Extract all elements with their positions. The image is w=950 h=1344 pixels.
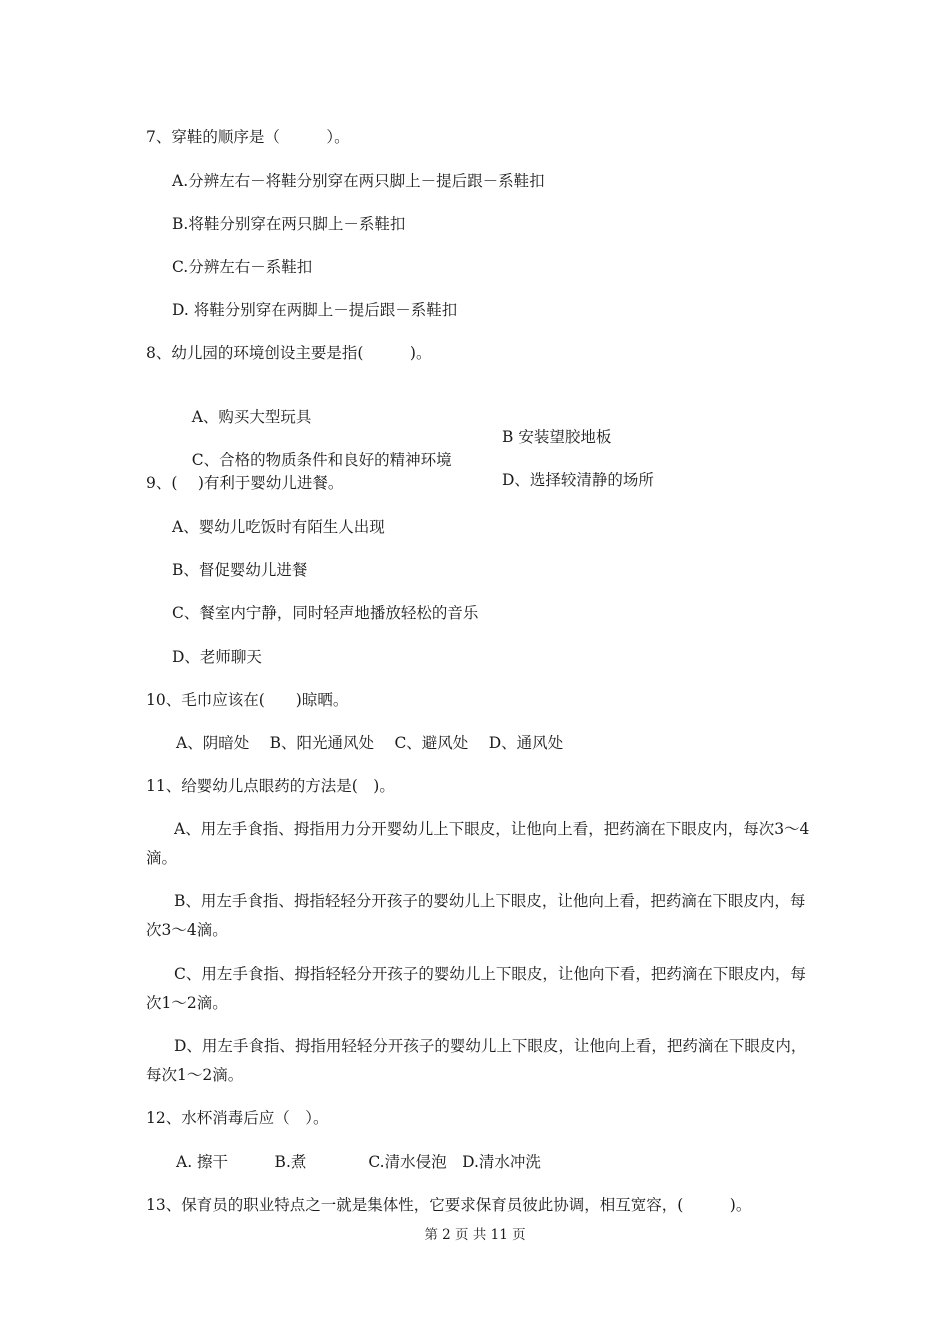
question-11-option-b-text: B、用左手食指、拇指轻轻分开孩子的婴幼儿上下眼皮，让他向上看，把药滴在下眼皮内，每次3～4滴。	[146, 892, 806, 939]
page-number-footer: 第 2 页 共 11 页	[424, 1227, 526, 1243]
question-9-option-b: B、督促婴幼儿进餐	[172, 561, 308, 579]
question-13-stem: 13、保育员的职业特点之一就是集体性，它要求保育员彼此协调，相互宽容，( )。	[146, 1196, 752, 1214]
question-10-stem: 10、毛巾应该在( )晾晒。	[146, 691, 349, 709]
question-11-option-d-text: D、用左手食指、拇指用轻轻分开孩子的婴幼儿上下眼皮，让他向上看，把药滴在下眼皮内，每次1～2滴。	[146, 1037, 807, 1084]
question-11-stem: 11、给婴幼儿点眼药的方法是( )。	[146, 777, 395, 795]
question-12-stem: 12、水杯消毒后应（ ）。	[146, 1109, 329, 1127]
question-11-option-a	[146, 815, 810, 873]
question-8-options-row-2	[172, 430, 950, 510]
question-7-option-c: C.分辨左右－系鞋扣	[172, 258, 313, 276]
question-8-option-c: C、合格的物质条件和良好的精神环境	[191, 451, 452, 469]
question-8-stem: 8、幼儿园的环境创设主要是指( )。	[146, 344, 432, 362]
question-9-option-c: C、餐室内宁静，同时轻声地播放轻松的音乐	[172, 604, 479, 622]
question-8-option-b: B 安装望胶地板	[502, 428, 612, 446]
question-7-stem: 7、穿鞋的顺序是（ ）。	[146, 128, 350, 146]
question-11-option-c	[146, 960, 810, 1018]
question-8-option-a: A、购买大型玩具	[191, 408, 312, 426]
question-9-option-a: A、婴幼儿吃饭时有陌生人出现	[172, 518, 385, 536]
question-10-options: A、阴暗处 B、阳光通风处 C、避风处 D、通风处	[176, 734, 564, 752]
question-11-option-d	[146, 1032, 810, 1090]
question-8-option-d: D、选择较清静的场所	[502, 471, 654, 489]
question-11-option-b	[146, 887, 810, 945]
question-9-option-d: D、老师聊天	[172, 648, 262, 666]
question-9-stem: 9、( )有利于婴幼儿进餐。	[146, 474, 344, 492]
question-7-option-d: D. 将鞋分别穿在两脚上－提后跟－系鞋扣	[172, 301, 458, 319]
question-11-option-a-text: A、用左手食指、拇指用力分开婴幼儿上下眼皮，让他向上看，把药滴在下眼皮内，每次3～4滴。	[146, 820, 810, 867]
question-7-option-b: B.将鞋分别穿在两只脚上－系鞋扣	[172, 215, 406, 233]
question-7-option-a: A.分辨左右－将鞋分别穿在两只脚上－提后跟－系鞋扣	[172, 172, 545, 190]
question-12-options: A. 擦干 B.煮 C.清水侵泡 D.清水冲洗	[176, 1153, 541, 1171]
question-11-option-c-text: C、用左手食指、拇指轻轻分开孩子的婴幼儿上下眼皮，让他向下看，把药滴在下眼皮内，每次1～2滴。	[146, 965, 806, 1012]
